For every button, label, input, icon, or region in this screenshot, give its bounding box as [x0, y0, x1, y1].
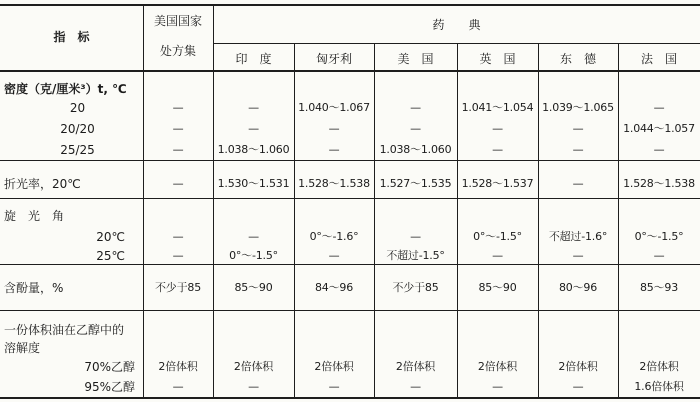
country-india: 印 度 [235, 52, 272, 66]
table-cell: — [248, 122, 259, 135]
row-rule [0, 310, 700, 311]
sublabel-density: 25/25 [60, 143, 95, 157]
table-cell: — [653, 101, 665, 114]
row-rule [0, 264, 700, 265]
table-cell: — [410, 101, 421, 114]
row-rule [0, 198, 700, 199]
row-label-solubility-2: 溶解度 [4, 341, 41, 355]
table-cell: — [572, 143, 584, 156]
table-cell: 不超过-1.5° [386, 249, 445, 262]
row-label-density: 密度（克/厘米³）t, ℃ [4, 82, 127, 96]
table-cell: — [248, 380, 259, 393]
table-cell: — [492, 380, 503, 393]
table-cell: 85～90 [478, 281, 517, 294]
table-cell: 84～96 [315, 281, 353, 294]
table-cell: — [492, 122, 503, 135]
table-cell: — [328, 143, 340, 156]
table-top-rule [0, 4, 700, 6]
table-cell: — [653, 249, 665, 262]
table-cell: — [410, 380, 421, 393]
table-cell: 2倍体积 [558, 360, 598, 373]
table-cell: 1.039～1.065 [542, 101, 614, 114]
table-cell: — [328, 380, 340, 393]
row-label-rotation: 旋 光 角 [4, 209, 65, 223]
table-cell: — [172, 249, 184, 262]
table-cell: 1.528～1.538 [623, 177, 695, 190]
table-cell: — [248, 230, 259, 243]
table-cell: — [572, 249, 584, 262]
column-rule [294, 43, 295, 398]
country-france: 法 国 [640, 52, 677, 66]
country-hungary: 匈牙利 [315, 52, 352, 66]
table-cell: 80～96 [559, 281, 597, 294]
column-rule [374, 43, 375, 398]
table-cell: 1.528～1.537 [461, 177, 534, 190]
table-cell: 2倍体积 [639, 360, 679, 373]
table-cell: 1.527～1.535 [379, 177, 452, 190]
table-cell: — [328, 249, 340, 262]
column-rule [457, 43, 458, 398]
table-cell: 1.038～1.060 [217, 143, 290, 156]
table-bottom-rule [0, 397, 700, 399]
sublabel-rotation: 25℃ [96, 249, 125, 263]
table-cell: 不少于85 [392, 281, 439, 294]
table-cell: — [410, 230, 421, 243]
table-cell: — [653, 143, 665, 156]
table-cell: — [172, 177, 184, 190]
table-cell: — [172, 143, 184, 156]
table-cell: — [572, 122, 584, 135]
row-rule [0, 160, 700, 161]
column-rule [143, 5, 144, 398]
sublabel-density: 20/20 [60, 122, 95, 136]
header-pharmacopoeia: 药 典 [432, 18, 481, 32]
country-east-germany: 东 德 [559, 52, 596, 66]
table-cell: 1.040～1.067 [298, 101, 370, 114]
header-bottom-rule [0, 70, 700, 72]
table-cell: 0°～-1.6° [309, 230, 359, 243]
table-cell: — [172, 122, 184, 135]
table-cell: — [172, 101, 184, 114]
table-cell: 0°～-1.5° [229, 249, 278, 262]
table-cell: 不超过-1.6° [548, 230, 608, 243]
row-label-refractive: 折光率，20℃ [4, 177, 81, 191]
sublabel-rotation: 20℃ [96, 230, 125, 244]
column-rule [618, 43, 619, 398]
table-cell: 2倍体积 [314, 360, 354, 373]
table-cell: 1.530～1.531 [217, 177, 290, 190]
table-cell: — [328, 122, 340, 135]
table-cell: 1.038～1.060 [379, 143, 452, 156]
sublabel-solubility: 95%乙醇 [84, 380, 135, 394]
table-cell: — [492, 143, 503, 156]
sublabel-solubility: 70%乙醇 [84, 360, 135, 374]
table-cell: 1.528～1.538 [298, 177, 370, 190]
table-cell: 1.6倍体积 [634, 380, 684, 393]
table-cell: 0°～-1.5° [634, 230, 684, 243]
table-cell: — [172, 230, 184, 243]
header-usnf-line2: 处方集 [159, 44, 196, 58]
column-rule [538, 43, 539, 398]
table-cell: — [492, 249, 503, 262]
table-cell: — [572, 380, 584, 393]
table-cell: 2倍体积 [477, 360, 518, 373]
table-cell: 0°～-1.5° [473, 230, 522, 243]
table-cell: — [172, 380, 184, 393]
row-label-phenol: 含酚量，% [4, 281, 64, 295]
row-label-solubility-1: 一份体积油在乙醇中的 [4, 323, 125, 337]
table-cell: 85～93 [640, 281, 678, 294]
table-cell: — [572, 177, 584, 190]
table-cell: — [410, 122, 421, 135]
country-uk: 英 国 [479, 52, 516, 66]
table-cell: 1.041～1.054 [461, 101, 534, 114]
table-cell: 2倍体积 [395, 360, 436, 373]
table-cell: 85～90 [234, 281, 273, 294]
header-usnf-line1: 美国国家 [153, 14, 202, 28]
table-cell: 1.044～1.057 [623, 122, 695, 135]
table-cell: — [248, 101, 259, 114]
table-cell: 不少于85 [155, 281, 201, 294]
header-indicator: 指 标 [53, 30, 90, 44]
table-cell: 2倍体积 [233, 360, 274, 373]
sublabel-density: 20 [69, 101, 86, 115]
table-cell: 2倍体积 [158, 360, 198, 373]
country-usa: 美 国 [397, 52, 434, 66]
